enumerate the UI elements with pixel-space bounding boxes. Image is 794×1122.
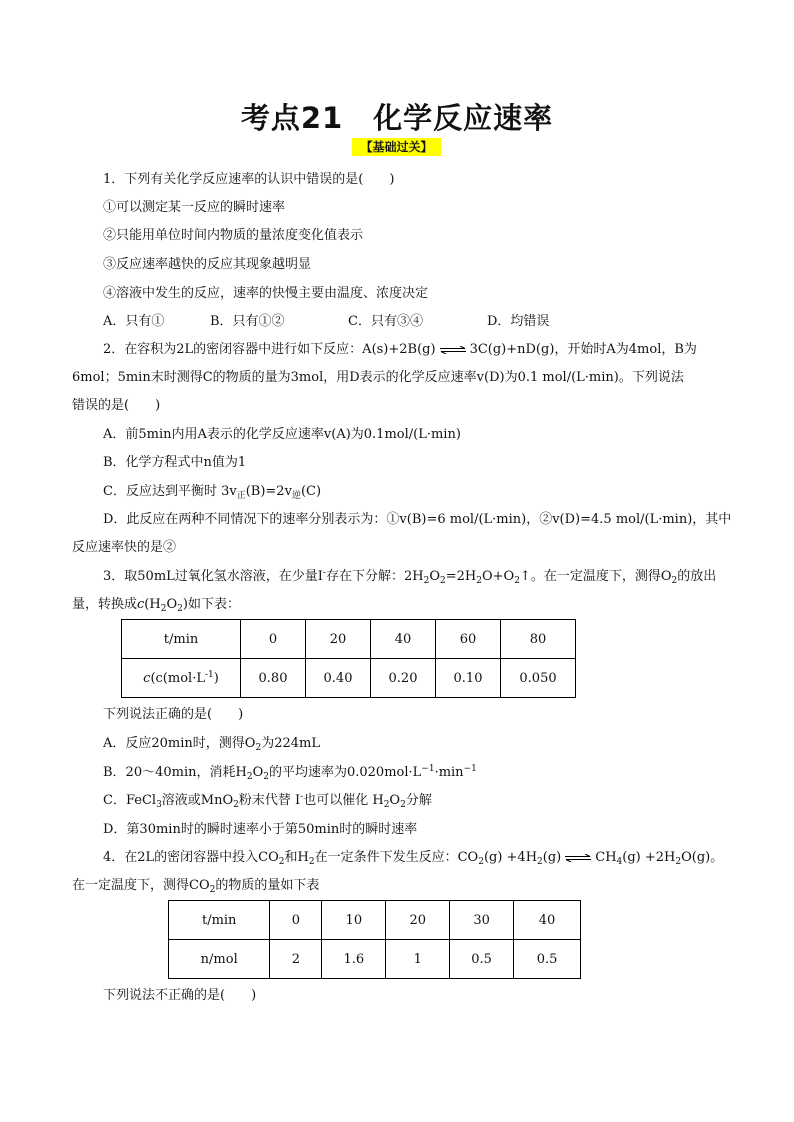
q4-l1e: (g) xyxy=(542,850,562,865)
q3-b-text: B．20～40min，消耗H xyxy=(103,765,247,780)
q3-l1-rest: ↑。在一定温度下，测得O xyxy=(519,569,672,584)
table-row xyxy=(122,659,576,698)
q3-table xyxy=(121,619,576,698)
q3-value-1: 0.40 xyxy=(306,659,371,698)
q2-c-sub-reverse: 逆 xyxy=(291,491,301,501)
q4-l1h: O(g)。 xyxy=(681,850,724,865)
q4-value-1: 1.6 xyxy=(322,940,386,979)
q3-l1-mid: 存在下分解：2H xyxy=(325,569,424,584)
q3-header-4: 60 xyxy=(436,620,501,659)
q4-l2b: 的物质的量如下表 xyxy=(215,878,320,893)
q3-option-c: C．FeCl$_3$溶液或MnO$_2$粉末代替 I-也可以催化 $H_2O_2$分解 xyxy=(103,792,432,810)
q2-line-2: 6mol；5min末时测得C的物质的量为3mol，用D表示的化学反应速率v(D)为0.1 mol/(L·min)。下列说法 xyxy=(72,370,684,385)
q4-header-5: 40 xyxy=(514,901,581,940)
q3-value-3: 0.10 xyxy=(436,659,501,698)
q2-c-post: (C) xyxy=(300,484,322,499)
q3-l2-pre: 量，转换成 xyxy=(72,597,138,612)
q3-row-label: $c(c(mol\cdot L^{-1})$ xyxy=(122,659,241,698)
q3-c-end: 分解 xyxy=(405,793,432,808)
q3-row-label-sup: -1 xyxy=(204,669,214,680)
q4-value-3: 0.5 xyxy=(450,940,514,979)
q2-c-pre: C．反应达到平衡时 3v xyxy=(103,484,237,499)
q1-item-3: ③反应速率越快的反应其现象越明显 xyxy=(103,257,312,272)
q3-l2-c: c xyxy=(137,597,145,612)
q4-line-2: 在一定温度下，测得$CO_2$的物质的量如下表 xyxy=(72,878,320,895)
q4-header-3: 20 xyxy=(386,901,450,940)
q3-option-d: D．第30min时的瞬时速率小于第50min时的瞬时速率 xyxy=(103,822,418,837)
q3-row-label-text: c(mol·L xyxy=(155,670,205,686)
q2-option-c xyxy=(103,482,321,502)
q3-value-2: 0.20 xyxy=(371,659,436,698)
q2-option-d-line-1: D．此反应在两种不同情况下的速率分别表示为：①v(B)=6 mol/(L·min)，②v(D)=4.5 mol/(L·min)，其中 xyxy=(103,512,732,527)
q2-option-a: A．前5min内用A表示的化学反应速率v(A)为0.1mol/(L·min) xyxy=(103,427,461,442)
q3-c-mid3: 也可以催化 H xyxy=(303,793,384,808)
q4-header-4: 30 xyxy=(450,901,514,940)
q4-value-4: 0.5 xyxy=(514,940,581,979)
q1-item-1: ①可以测定某一反应的瞬时速率 xyxy=(103,200,286,215)
q3-header-3: 40 xyxy=(371,620,436,659)
q3-a-end: 为224mL xyxy=(261,736,320,751)
q4-l2a: 在一定温度下，测得CO xyxy=(72,878,210,893)
q4-l1g: (g) +2H xyxy=(622,850,676,865)
q2-line-3: 错误的是( ) xyxy=(72,398,161,413)
q1-item-2: ②只能用单位时间内物质的量浓度变化值表示 xyxy=(103,228,364,243)
q4-l1b: 和H xyxy=(284,850,309,865)
q4-header-2: 10 xyxy=(322,901,386,940)
q3-b-mid: 的平均速率为0.020mol·L xyxy=(268,765,422,780)
q2-option-d-line-2: 反应速率快的是② xyxy=(72,540,177,555)
table-row xyxy=(122,620,576,659)
q3-ask: 下列说法正确的是( ) xyxy=(103,707,244,722)
table-row xyxy=(169,940,581,979)
q3-c-text: C．FeCl xyxy=(103,793,157,808)
q3-header-1: 0 xyxy=(241,620,306,659)
equilibrium-arrow-icon xyxy=(564,854,592,862)
q3-value-0: 0.80 xyxy=(241,659,306,698)
q4-row-label: n/mol xyxy=(169,940,270,979)
equilibrium-arrow-icon xyxy=(439,346,467,354)
q4-l1c: 在一定条件下发生反应：CO xyxy=(314,850,479,865)
q4-header-1: 0 xyxy=(270,901,322,940)
q3-l2-post: 如下表： xyxy=(187,597,240,612)
q3-row-label-end: ) xyxy=(213,670,219,686)
q3-l1-pre: 3．取50mL过氧化氢水溶液，在少量I xyxy=(103,569,323,584)
q3-l1-sup: - xyxy=(322,568,326,578)
q1-option-d: D．均错误 xyxy=(487,314,550,329)
q3-header-5: 80 xyxy=(501,620,576,659)
q2-line-1-a: 2．在容积为2L的密闭容器中进行如下反应：A(s)+2B(g) xyxy=(103,342,436,357)
q4-ask: 下列说法不正确的是( ) xyxy=(103,988,257,1003)
q1-option-b: B．只有①② xyxy=(210,314,285,329)
q1-stem: 1．下列有关化学反应速率的认识中错误的是( ) xyxy=(103,172,395,187)
q1-item-4: ④溶液中发生的反应，速率的快慢主要由温度、浓度决定 xyxy=(103,286,429,301)
table-row xyxy=(169,901,581,940)
q3-option-a: A．反应20min时，测得$O_2$为224mL xyxy=(103,736,320,753)
q3-c-mid2: 粉末代替 I xyxy=(238,793,301,808)
q3-l1-end: 的放出 xyxy=(677,569,717,584)
q2-c-mid: (B)=2v xyxy=(245,484,292,499)
q2-line-1 xyxy=(103,340,697,360)
q3-line-1: 3．取50mL过氧化氢水溶液，在少量I-存在下分解：$2H_2O_2=2H_2O+O_2↑$。在一定温度下，测得$O_2$的放出 xyxy=(103,568,717,586)
q1-option-c: C．只有③④ xyxy=(348,314,423,329)
q3-a-text: A．反应20min时，测得O xyxy=(103,736,256,751)
q4-value-0: 2 xyxy=(270,940,322,979)
q4-value-2: 1 xyxy=(386,940,450,979)
q4-l1d: (g) +4H xyxy=(483,850,538,865)
q3-header-0: t/min xyxy=(122,620,241,659)
q4-header-0: t/min xyxy=(169,901,270,940)
q4-line-1: 4．在2L的密闭容器中投入$CO_2$和$H_2$在一定条件下发生反应：$CO_2(g) +4H_2(g)$ $CH_4(g) +2H_2O(g)$。 xyxy=(103,850,724,867)
q2-option-b: B．化学方程式中n值为1 xyxy=(103,455,247,470)
q1-option-a: A．只有① xyxy=(103,314,165,329)
q3-line-2: 量，转换成$c(H_2O_2)$如下表： xyxy=(72,597,240,614)
q3-option-b: B．20～40min，消耗$H_2O_2$的平均速率为$0.020mol\cdot L^{-1}\cdot\min^{-1}$ xyxy=(103,764,477,782)
q3-c-mid: 溶液或MnO xyxy=(161,793,234,808)
q4-l1f: CH xyxy=(595,850,617,865)
q2-line-1-b: 3C(g)+nD(g)，开始时A为4mol，B为 xyxy=(469,342,697,357)
page-title: 考点21 化学反应速率 xyxy=(240,101,554,135)
q4-l1a: 4．在2L的密闭容器中投入CO xyxy=(103,850,279,865)
section-badge: 【基础过关】 xyxy=(352,138,441,156)
q2-c-sub-forward: 正 xyxy=(236,491,246,501)
q3-value-4: 0.050 xyxy=(501,659,576,698)
q3-b-end: ·min xyxy=(434,765,464,780)
q4-table xyxy=(168,900,581,979)
q3-header-2: 20 xyxy=(306,620,371,659)
